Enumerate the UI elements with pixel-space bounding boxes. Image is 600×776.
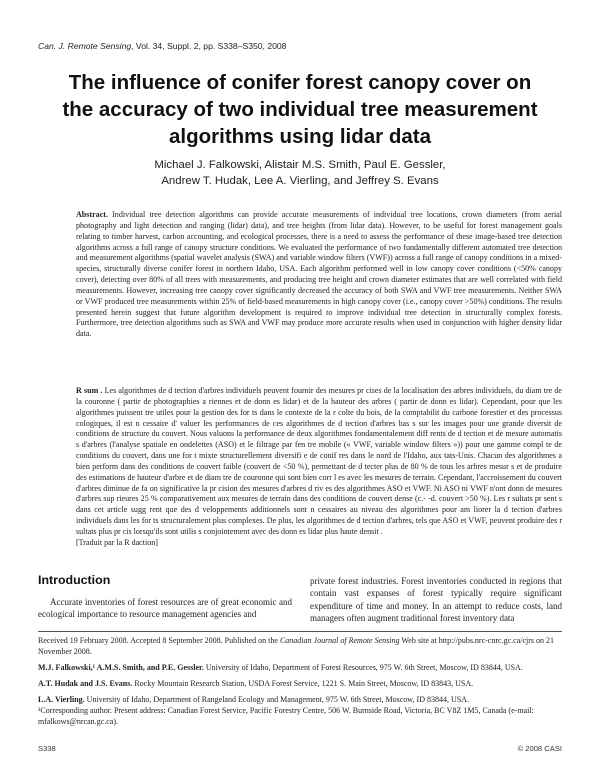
footnotes: [38, 635, 562, 732]
affiliation-2: [38, 678, 562, 689]
resume-label: R sum .: [76, 386, 103, 395]
received-note: [38, 635, 562, 657]
footnote-divider: [38, 631, 562, 632]
affiliation-1-text: University of Idaho, Department of Forest Resources, 975 W. 6th Street, Moscow, ID 83844, USA.: [203, 663, 523, 672]
affiliation-3-names: L.A. Vierling.: [38, 695, 85, 704]
abstract-label: Abstract.: [76, 210, 108, 219]
paper-title: [20, 69, 580, 150]
received-journal: Canadian Journal of Remote Sensing: [279, 636, 400, 645]
title-line-3: algorithms using lidar data: [169, 125, 431, 148]
resume: [76, 386, 562, 549]
affiliation-1-names: M.J. Falkowski,¹ A.M.S. Smith, and P.E. Gessler.: [38, 663, 204, 672]
journal-volume-pages: , Vol. 34, Suppl. 2, pp. S338–S350, 2008: [131, 41, 287, 51]
copyright: © 2008 CASI: [517, 744, 562, 753]
abstract-text: Individual tree detection algorithms can provide accurate measurements of individual tree locations, crown diameters (from aerial photography and light detection and ranging (lidar) data), and tree heights (from lidar data). However, to be useful for forest management goals relating to timber harvest, carbon accounting, and ecological processes, there is a need to assess the performance of these image-based tree detection algorithms across a full range of canopy structure conditions. We evaluated the performance of two fundamentally different automated tree detection and measurement algorithms (spatial wavelet analysis (SWA) and variable window filters (VWF)) across a full range of canopy conditions in a mixed-species, structurally diverse conifer forest in northern Idaho, USA. Each algorithm performed well in low canopy cover conditions (<50% canopy cover), detecting over 80% of all trees with measurements, and producing tree height and crown diameter estimates that are well correlated with field measurements. However, increasing tree canopy cover significantly decreased the accuracy of both SWA and VWF tree measurements. Neither SWA or VWF produced tree measurements within 25% of field-based measurements in high canopy cover (i.e., canopy cover >50%) conditions. The results presented herein suggest that future algorithm development is required to improve individual tree detection in structurally complex forests. Furthermore, tree detection algorithms such as SWA and VWF may produce more accurate results when used in conjunction with higher density lidar data.: [76, 210, 562, 339]
author-list: [20, 158, 580, 189]
introduction-right-column: private forest industries. Forest inventories conducted in regions that contain vast expanses of forest typically require significant expenditure of time and money. In an attempt to reduce costs, land managers often augment traditional forest inventory data: [310, 576, 562, 623]
page-number: S338: [38, 744, 56, 753]
journal-citation: [38, 41, 286, 51]
corresponding-author: ¹Corresponding author. Present address: Canadian Forest Service, Pacific Forestry Centre, 506 W. Burnside Road, Victoria, BC V8Z 1M5, Canada (e-mail: mfalkows@nrcan.gc.ca).: [38, 706, 534, 726]
affiliation-3: [38, 694, 562, 727]
affiliation-2-names: A.T. Hudak and J.S. Evans.: [38, 679, 133, 688]
affiliation-2-text: Rocky Mountain Research Station, USDA Forest Service, 1221 S. Main Street, Moscow, ID 83843, USA.: [132, 679, 474, 688]
journal-name: Can. J. Remote Sensing: [38, 41, 132, 51]
translation-note: [Traduit par la R daction]: [76, 537, 158, 547]
title-line-2: the accuracy of two individual tree measurement: [62, 98, 538, 121]
introduction-heading: Introduction: [38, 573, 111, 587]
affiliation-1: [38, 662, 562, 673]
author-line-2: Andrew T. Hudak, Lee A. Vierling, and Jeffrey S. Evans: [161, 174, 439, 187]
resume-text: Les algorithmes de d tection d'arbres individuels peuvent fournir des mesures pr cises de la localisation des arbres individuels, du diam tre de la couronne ( partir de photographies a riennes et de donn es lidar) et de la hauteur des arbres ( partir de donn es lidar). Cependant, pour que les algorithmes puissent tre utiles pour la gestion des for ts dans le contexte de la r colte du bois, de la comptabilit du carbone forestier et des processus cologiques, il est n cessaire d' valuer les performances de ces algorithmes de d tection d'arbres bas s sur les images pour une grande diversit de conditions de structure du couvert. Nous valuons la performance de deux algorithmes fondamentalement diff rents de d tection et de mesure automatis s d'arbres (l'analyse spatiale en ondelettes (ASO) et le filtrage par fen tre mobile (« VWF, variable window filters »)) pour une gamme compl te de conditions du couvert, dans une for t mixte structurellement diversifi e de conif res dans le nord de l'Idaho, aux tats-Unis. Chacun des algorithmes a bien perform dans des conditions de couvert faible (couvert de <50 %), permettant de d tecter plus de 80 % de tous les arbres mesur s et de produire des estimations de hauteur d'arbre et de diam tre de couronne qui sont bien corr l es avec les mesures de terrain. Cependant, l'accroissement du couvert d'arbres diminue de fa on significative la pr cision des mesures d'arbres d riv es des algorithmes ASO et VWF. Ni ASO ni VWF n'ont donn de mesures d'arbres sup rieures 25 % comparativement aux mesures de terrain dans des conditions de couvert dense (c.- -d. couvert >50 %). Les r sultats pr sent s dans cet article sugg rent que des d veloppements additionnels sont n cessaires au niveau des algorithmes pour am liorer la d tection d'arbres individuels dans les for ts structuralement plus complexes. De plus, les algorithmes de d tection d'arbres, tels que ASO et VWF, peuvent produire des r sultats plus pr cis lorsqu'ils sont utilis s conjointement avec des donn es lidar plus haute densit .: [76, 386, 562, 536]
abstract: [76, 210, 562, 340]
affiliation-3-text: University of Idaho, Department of Rangeland Ecology and Management, 975 W. 6th Street, Moscow, ID 83844, USA.: [84, 695, 469, 704]
title-line-1: The influence of conifer forest canopy cover on: [68, 71, 532, 94]
introduction-left-column: Accurate inventories of forest resources are of great economic and ecological importance to resource management agencies and: [38, 597, 292, 620]
received-tail: Web site at http://pubs.nrc-cnrc.gc.ca/cjrs on 21 November 2008.: [38, 636, 554, 656]
received-text: Received 19 February 2008. Accepted 8 September 2008. Published on the: [38, 636, 280, 645]
author-line-1: Michael J. Falkowski, Alistair M.S. Smith, Paul E. Gessler,: [154, 159, 446, 171]
